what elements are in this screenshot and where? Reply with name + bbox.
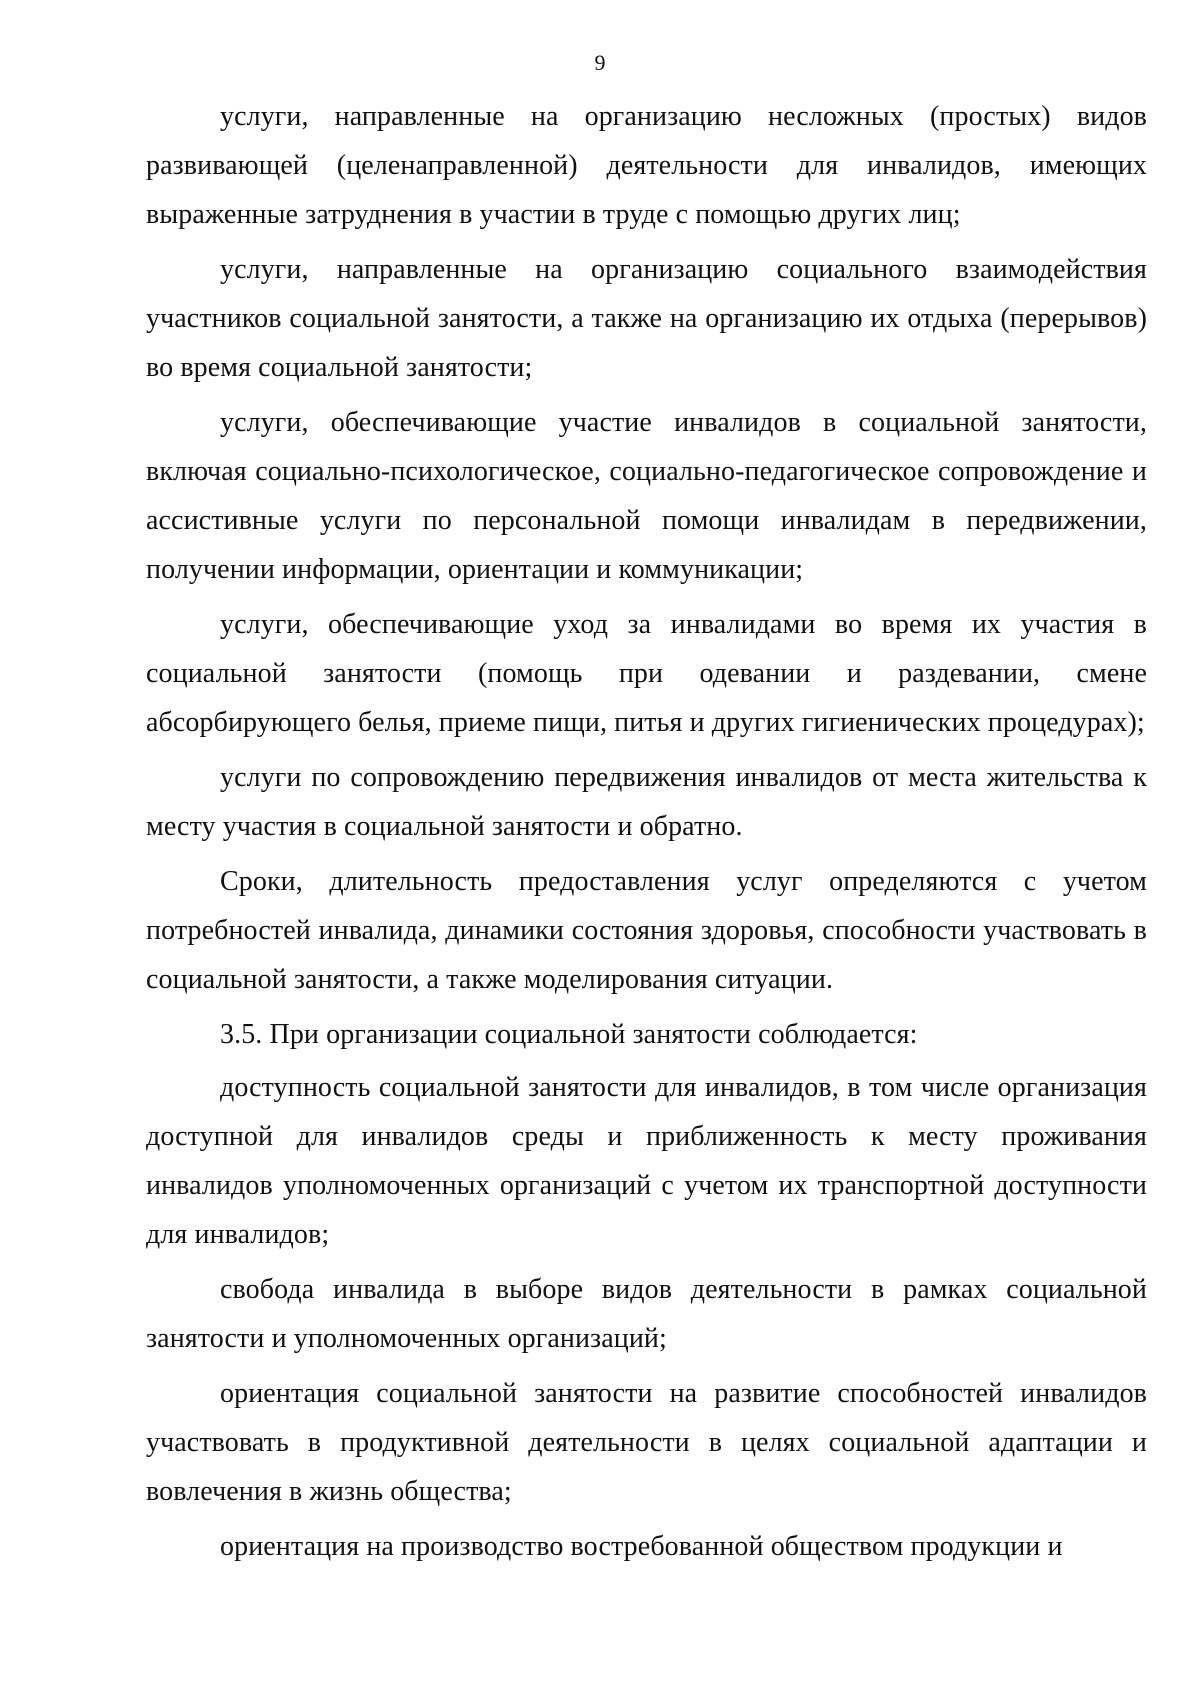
page-number: 9 bbox=[594, 50, 606, 75]
paragraph-accessibility: доступность социальной занятости для инвалидов, в том числе организация доступной для инвалидов среды и приближенность к месту проживания инвалидов уполномоченных организаций с учетом их транспортной доступности для инвалидов; bbox=[146, 1072, 1147, 1250]
paragraph-service-terms: Сроки, длительность предоставления услуг определяются с учетом потребностей инвалида, динамики состояния здоровья, способности участвовать в социальной занятости, а также моделирования ситуации. bbox=[146, 866, 1147, 995]
paragraph-services-transport-escort: услуги по сопровождению передвижения инвалидов от места жительства к месту участия в социальной занятости и обратно. bbox=[146, 762, 1147, 842]
document-body bbox=[146, 92, 1147, 1577]
paragraph-production-orientation: ориентация на производство востребованной обществом продукции и bbox=[220, 1531, 1063, 1562]
paragraph-services-participation-support: услуги, обеспечивающие участие инвалидов в социальной занятости, включая социально-психологическое, социально-педагогическое сопровождение и ассистивные услуги по персональной помощи инвалидам в передвижении, получении информации, ориентации и коммуникации; bbox=[146, 407, 1147, 585]
paragraph-services-care: услуги, обеспечивающие уход за инвалидами во время их участия в социальной занятости (помощь при одевании и раздевании, смене абсорбирующего белья, приеме пищи, питья и других гигиенических процедурах); bbox=[146, 609, 1147, 738]
paragraph-services-social-interaction: услуги, направленные на организацию социального взаимодействия участников социальной занятости, а также на организацию их отдыха (перерывов) во время социальной занятости; bbox=[146, 254, 1147, 383]
paragraph-services-simple-activities: услуги, направленные на организацию несложных (простых) видов развивающей (целенаправленной) деятельности для инвалидов, имеющих выраженные затруднения в участии в труде с помощью других лиц; bbox=[146, 101, 1147, 230]
paragraph-development-orientation: ориентация социальной занятости на развитие способностей инвалидов участвовать в продуктивной деятельности в целях социальной адаптации и вовлечения в жизнь общества; bbox=[146, 1378, 1147, 1507]
paragraph-freedom-of-choice: свобода инвалида в выборе видов деятельности в рамках социальной занятости и уполномоченных организаций; bbox=[146, 1274, 1147, 1354]
paragraph-section-3-5-heading: 3.5. При организации социальной занятости соблюдается: bbox=[220, 1019, 918, 1050]
